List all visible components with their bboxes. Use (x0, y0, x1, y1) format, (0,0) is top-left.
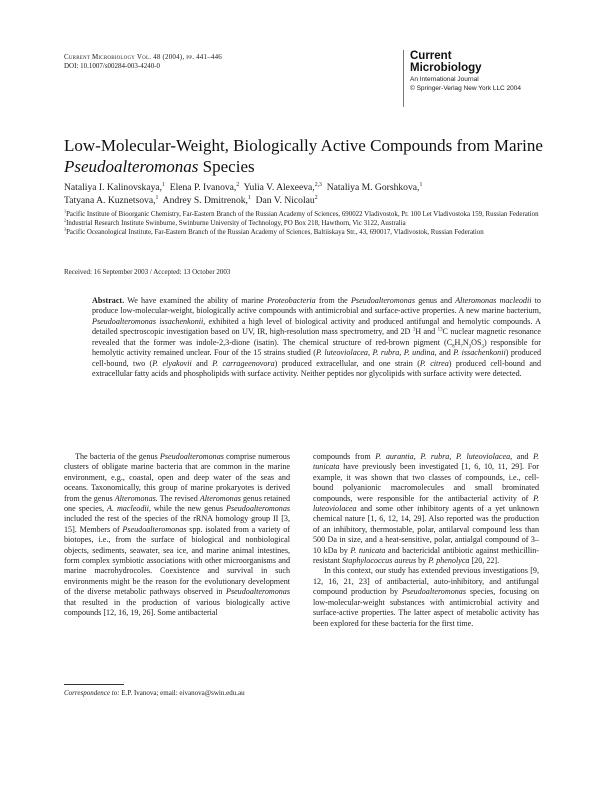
author: Yulia V. Alexeeva,$^{2,3}$ (243, 181, 322, 193)
body-column-right (313, 452, 539, 629)
journal-brand (403, 50, 545, 107)
author: Nataliya I. Kalinovskaya,$^1$ (64, 181, 165, 193)
body-paragraph: compounds from P. aurantia, P. rubra, P. luteoviolacea, and P. tunicata have previously been investigated [1, 6, 10, 11, 29]. For example, it was shown that two classes of compounds, i.e., cell-bound polyanionic macromolecules and small brominated compounds, were responsible for the antibacterial activity of P. luteoviolacea and some other inhibitory agents of a yet unknown chemical nature [1, 6, 12, 14, 29]. Also reported was the production of an inhibitory, thermostable, polar, antilarval compound less than 500 Da in size, and a heat-sensitive, polar, antialgal compound of 3–10 kDa by P. tunicata and bactericidal antibiotic against methicillin-resistant Staphylococcus aureus by P. phenolyca [20, 22]. (313, 452, 539, 566)
title-suffix: Species (198, 157, 255, 176)
author: Andrey S. Dmitrenok,$^1$ (162, 194, 251, 206)
author: Tatyana A. Kuznetsova,$^1$ (64, 194, 159, 206)
correspondence-email[interactable]: E.P. Ivanova; email: eivanova@swin.edu.au (119, 689, 245, 697)
footnote-rule (64, 684, 124, 685)
author: Nataliya M. Gorshkova,$^1$ (326, 181, 423, 193)
affiliation: $^2$Industrial Research Institute Swinburne, Swinburne University of Technology, PO Box 218, Hawthorn, Vic 3122, Australia (64, 217, 406, 227)
brand-line-1: Current (410, 50, 452, 62)
article-title (64, 135, 544, 177)
abstract: Abstract. We have examined the ability of marine Proteobacteria from the Pseudoalteromonas genus and Alteromonas macleodii to produce low-molecular-weight, biologically active compounds with antimicrobial and surface-active properties. A new marine bacterium, Pseudoalteromonas issachenkonii, exhibited a high level of biological activity and produced antifungal and hemolytic compounds. A detailed spectroscopic investigation based on UV, IR, high-resolution mass spectrometry, and 2D $^1$H and $^{13}$C nuclear magnetic resonance revealed that the former was indole-2,3-dione (isatin). The chemical structure of red-brown pigment $(C_8H_7N_3OS_3)$ responsible for hemolytic activity remained unclear. Four of the 15 strains studied (P. luteoviolacea, P. rubra, P. undina, and P. issachenkonii) produced cell-bound, two (P. elyakovii and P. carrageenovora) produced extracellular, and one strain (P. citrea) produced cell-bound and extracellular fatty acids and phospholipids with surface activity. Neither peptides nor glycolipids with surface activity were detected. (92, 296, 542, 379)
author: Dan V. Nicolau$^2$ (255, 194, 318, 206)
body-paragraph: In this context, our study has extended previous investigations [9, 12, 16, 21, 23] of antibacterial, auto-inhibitory, and antifungal compound production by Pseudoalteromonas species, focusing on low-molecular-weight substances with antimicrobial activity and surface-active properties. The latter aspect of metabolic activity has been explored for these bacteria for the first time. (313, 566, 539, 628)
affiliations (64, 210, 542, 237)
brand-line-2: Microbiology (410, 62, 482, 74)
author-list (64, 181, 542, 207)
author: Elena P. Ivanova,$^2$ (169, 181, 240, 193)
doi-line: DOI: 10.1007/s00284-003-4240-0 (64, 62, 161, 70)
journal-reference (64, 53, 324, 71)
title-text: Low-Molecular-Weight, Biologically Active Compounds from Marine (64, 136, 543, 155)
body-paragraph: The bacteria of the genus Pseudoalteromonas comprise numerous clusters of obligate marine bacteria that are common in the marine environment, e.g., coastal, open and deep water of the seas and oceans. Taxonomically, this group of marine prokaryotes is derived from the genus Alteromonas. The revised Alteromonas genus retained one species, A. macleodii, while the new genus Pseudoalteromonas included the rest of the species of the rRNA homology group II [3, 15]. Members of Pseudoalteromonas spp. isolated from a variety of biotopes, i.e., from the surface of biological and nonbiological objects, sediments, seawater, sea ice, and marine animal intestines, form complex symbiotic associations with other microorganisms and marine macrohydrocoles. Coexistence and survival in such environments might be the reason for the evolutionary development of the diverse metabolic pathways observed in Pseudoalteromonas that resulted in the production of various biologically active compounds [12, 16, 19, 26]. Some antibacterial (64, 452, 291, 618)
affiliation: $^3$Pacific Oceanological Institute, Far-Eastern Branch of the Russian Academy of Sciences, Baltiiskaya Str., 43, 690017, Vladivostok, Russian Federation (64, 226, 484, 236)
received-dates: Received: 16 September 2003 / Accepted: 13 October 2003 (64, 268, 231, 276)
body-column-left (64, 452, 290, 619)
copyright: © Springer-Verlag New York LLC 2004 (410, 85, 522, 92)
title-genus: Pseudoalteromonas (64, 157, 199, 176)
correspondence-footnote: Correspondence to: E.P. Ivanova; email: eivanova@swin.edu.au (64, 689, 245, 697)
affiliation: $^1$Pacific Institute of Bioorganic Chemistry, Far-Eastern Branch of the Russian Academy of Sciences, 690022 Vladivostok, Pr. 100 Let Vladivostoka 159, Russian Federation (64, 208, 539, 218)
journal-volume-line: Current Microbiology Vol. 48 (2004), pp. 441–446 (64, 53, 223, 61)
abstract-label: Abstract. (92, 296, 125, 305)
brand-subtitle: An International Journal (410, 76, 479, 83)
